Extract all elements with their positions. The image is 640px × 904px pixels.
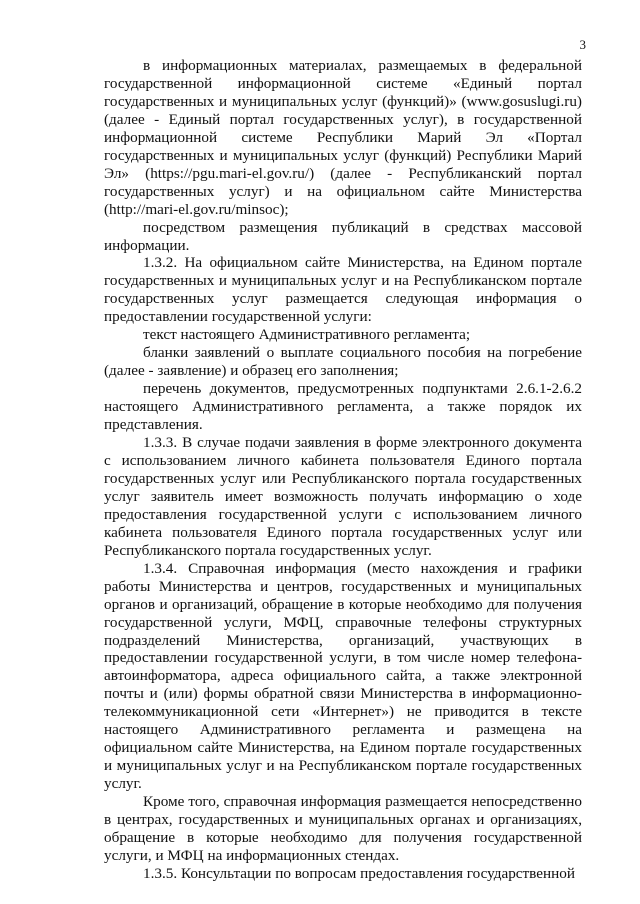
document-body: [104, 57, 582, 883]
paragraph-application-forms: бланки заявлений о выплате социального пособия на погребение (далее - заявление) и образец его заполнения;: [104, 344, 582, 380]
paragraph-1-3-4: 1.3.4. Справочная информация (место нахождения и графики работы Министерства и центров, государственных и муниципальных органов и организаций, обращение в которые необходимо для получения государственной услуги, МФЦ, справочные телефоны структурных подразделений Министерства, организаций, участвующих в предоставлении государственной услуги, в том числе номер телефона-автоинформатора, адреса официального сайта, а также электронной почты и (или) формы обратной связи Министерства в информационно-телекоммуникационной сети «Интернет») не приводится в тексте настоящего Административного регламента и размещена на официальном сайте Министерства, на Едином портале государственных и муниципальных услуг и на Республиканском портале государственных услуг.: [104, 559, 582, 793]
paragraph-1-3-2: 1.3.2. На официальном сайте Министерства, на Едином портале государственных и муниципальных услуг и на Республиканском портале государственных услуг размещается следующая информация о предоставлении государственной услуги:: [104, 254, 582, 326]
paragraph-document-list: перечень документов, предусмотренных подпунктами 2.6.1-2.6.2 настоящего Административного регламента, а также порядок их представления.: [104, 380, 582, 434]
paragraph-1-3-3: 1.3.3. В случае подачи заявления в форме электронного документа с использованием личного кабинета пользователя Единого портала государственных услуг или Республиканского портала государственных услуг заявитель имеет возможность получать информацию о ходе предоставления государственной услуги с использованием личного кабинета пользователя Единого портала государственных услуг или Республиканского портала государственных услуг.: [104, 434, 582, 559]
paragraph-info-stands: Кроме того, справочная информация размещается непосредственно в центрах, государственных и муниципальных органах и организациях, обращение в которые необходимо для получения государственной услуги, и МФЦ на информационных стендах.: [104, 793, 582, 864]
page-number: 3: [579, 37, 586, 52]
paragraph-1-3-5: 1.3.5. Консультации по вопросам предоставления государственной: [143, 864, 575, 882]
paragraph-mass-media: посредством размещения публикаций в средствах массовой информации.: [104, 218, 582, 254]
paragraph-regulation-text: текст настоящего Административного регламента;: [143, 326, 471, 344]
paragraph-information-materials: в информационных материалах, размещаемых в федеральной государственной информационной системе «Единый портал государственных и муниципальных услуг (функций)» (www.gosuslugi.ru) (далее - Единый портал государственных услуг), в государственной информационной системе Республики Марий Эл «Портал государственных и муниципальных услуг (функций) Республики Марий Эл» (https://pgu.mari-el.gov.ru/) (далее - Республиканский портал государственных услуг) и на официальном сайте Министерства (http://mari-el.gov.ru/minsoc);: [104, 57, 582, 218]
